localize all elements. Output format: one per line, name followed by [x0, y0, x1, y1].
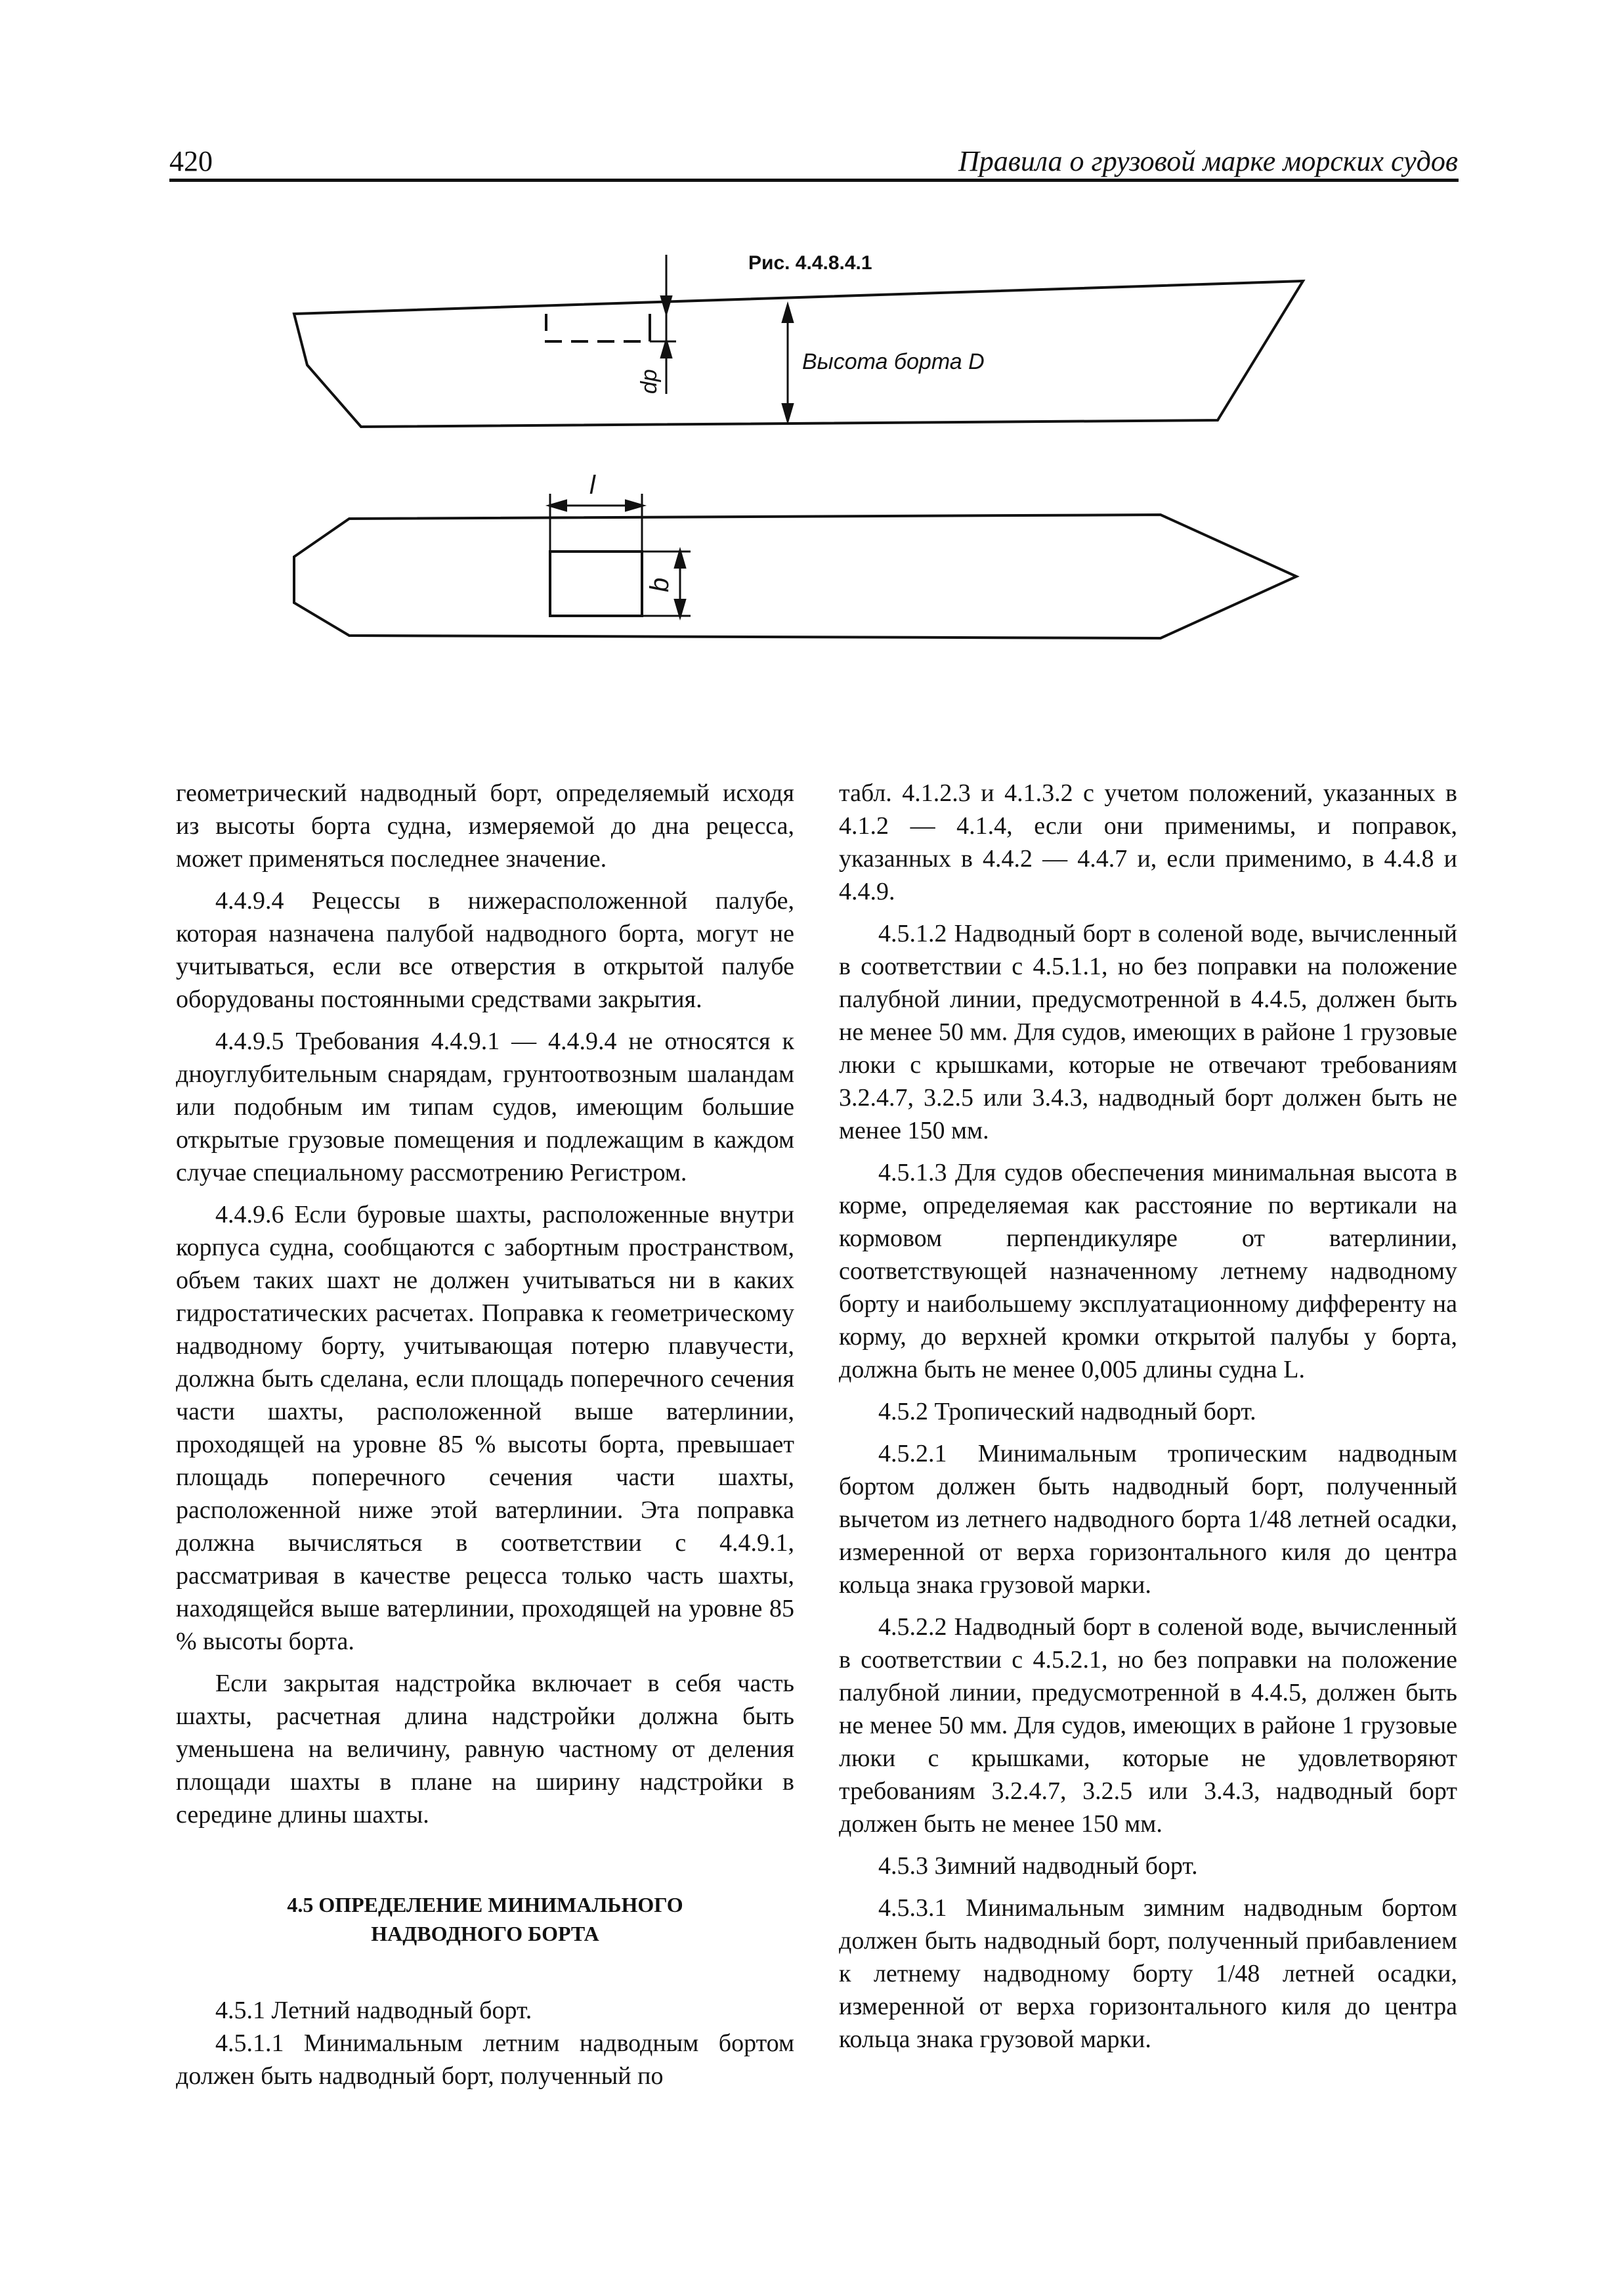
left-paragraph-6: 4.5.1 Летний надводный борт.	[215, 1997, 532, 2024]
recess-plan	[550, 552, 642, 616]
label-b: b	[645, 577, 674, 592]
label-l: l	[589, 471, 595, 500]
left-paragraph-7: 4.5.1.1 Минимальным летним надводным бортом должен быть надводный борт, полученный по	[176, 2029, 794, 2090]
left-paragraph-5: Если закрытая надстройка включает в себя часть шахты, расчетная длина надстройки должна быть уменьшена на величину, равную частному от деления площади шахты в плане на ширину надстройки в середине длины шахты.	[176, 1670, 794, 1829]
right-column	[839, 777, 1457, 2056]
section-heading-line-1: 4.5 ОПРЕДЕЛЕНИЕ МИНИМАЛЬНОГО	[287, 1893, 683, 1917]
right-subheading-tropical: 4.5.2 Тропический надводный борт.	[878, 1398, 1256, 1425]
right-paragraph-5: 4.5.2.1 Минимальным тропическим надводным бортом должен быть надводный борт, полученный вычетом из летнего надводного борта 1/48 летней осадки, измеренной от верха горизонтального киля до центра кольца знака грузовой марки.	[839, 1440, 1457, 1599]
right-paragraph-8: 4.5.3.1 Минимальным зимним надводным бортом должен быть надводный борт, полученный прибавлением к летнему надводному борту 1/48 летней осадки, измеренной от верха горизонтального киля до центра кольца знака грузовой марки.	[839, 1894, 1457, 2053]
hull-side-view	[294, 281, 1303, 427]
right-subheading-winter: 4.5.3 Зимний надводный борт.	[878, 1852, 1198, 1880]
recess-outline	[546, 314, 650, 341]
figure-caption: Рис. 4.4.8.4.1	[748, 252, 872, 274]
left-column	[176, 777, 794, 2092]
label-dr: dр	[637, 369, 662, 394]
section-heading-line-2: НАДВОДНОГО БОРТА	[371, 1922, 599, 1945]
running-header-title: Правила о грузовой марке морских судов	[958, 145, 1458, 177]
right-paragraph-3: 4.5.1.3 Для судов обеспечения минимальная высота в корме, определяемая как расстояние по вертикали на кормовом перпендикуляре от ватерлинии, соответствующей назначенному летнему надводному борту и наибольшему эксплуатационному дифференту на корму, до верхней кромки открытой палубы у борта, должна быть не менее 0,005 длины судна L.	[839, 1159, 1457, 1383]
left-paragraph-4: 4.4.9.6 Если буровые шахты, расположенные внутри корпуса судна, сообщаются с забортным пространством, объем таких шахт не должен учитываться ни в каких гидростатических расчетах. Поправка к геометрическому надводному борту, учитывающая потерю плавучести, должна быть сделана, если площадь поперечного сечения части шахты, расположенной выше ватерлинии, проходящей на уровне 85 % высоты борта, превышает площадь поперечного сечения части шахты, расположенной ниже этой ватерлинии. Эта поправка должна вычисляться в соответствии с 4.4.9.1, рассматривая в качестве рецесса только часть шахты, находящейся выше ватерлинии, проходящей на уровне 85 % высоты борта.	[176, 1201, 794, 1655]
page-number: 420	[169, 145, 213, 177]
label-depth-d: Высота борта D	[802, 349, 985, 374]
right-paragraph-6: 4.5.2.2 Надводный борт в соленой воде, вычисленный в соответствии с 4.5.2.1, но без поправки на положение палубной линии, предусмотренной в 4.4.5, должен быть не менее 50 мм. Для судов, имеющих в районе 1 грузовые люки с крышками, которые не удовлетворяют требованиям 3.2.4.7, 3.2.5 или 3.4.3, надводный борт должен быть не менее 150 мм.	[839, 1613, 1457, 1838]
figure-ship-diagram	[0, 0, 1622, 722]
right-paragraph-2: 4.5.1.2 Надводный борт в соленой воде, вычисленный в соответствии с 4.5.1.1, но без поправки на положение палубной линии, предусмотренной в 4.4.5, должен быть не менее 50 мм. Для судов, имеющих в районе 1 грузовые люки с крышками, которые не отвечают требованиям 3.2.4.7, 3.2.5 или 3.4.3, надводный борт должен быть не менее 150 мм.	[839, 920, 1457, 1144]
hull-plan-view	[294, 515, 1296, 638]
left-paragraph-2: 4.4.9.4 Рецессы в нижерасположенной палубе, которая назначена палубой надводного борта, могут не учитываться, если все отверстия в открытой палубе оборудованы постоянными средствами закрытия.	[176, 887, 794, 1013]
left-paragraph-1: геометрический надводный борт, определяемый исходя из высоты борта судна, измеряемой до дна рецесса, может применяться последнее значение.	[176, 779, 794, 873]
left-paragraph-3: 4.4.9.5 Требования 4.4.9.1 — 4.4.9.4 не относятся к дноуглубительным снарядам, грунтоотвозным шаландам или подобным им типам судов, имеющим большие открытые грузовые помещения и подлежащим в каждом случае специальному рассмотрению Регистром.	[176, 1028, 794, 1186]
right-paragraph-1: табл. 4.1.2.3 и 4.1.3.2 с учетом положений, указанных в 4.1.2 — 4.1.4, если они применимы, и поправок, указанных в 4.4.2 — 4.4.7 и, если применимо, в 4.4.8 и 4.4.9.	[839, 779, 1457, 905]
section-heading	[176, 1890, 794, 1948]
